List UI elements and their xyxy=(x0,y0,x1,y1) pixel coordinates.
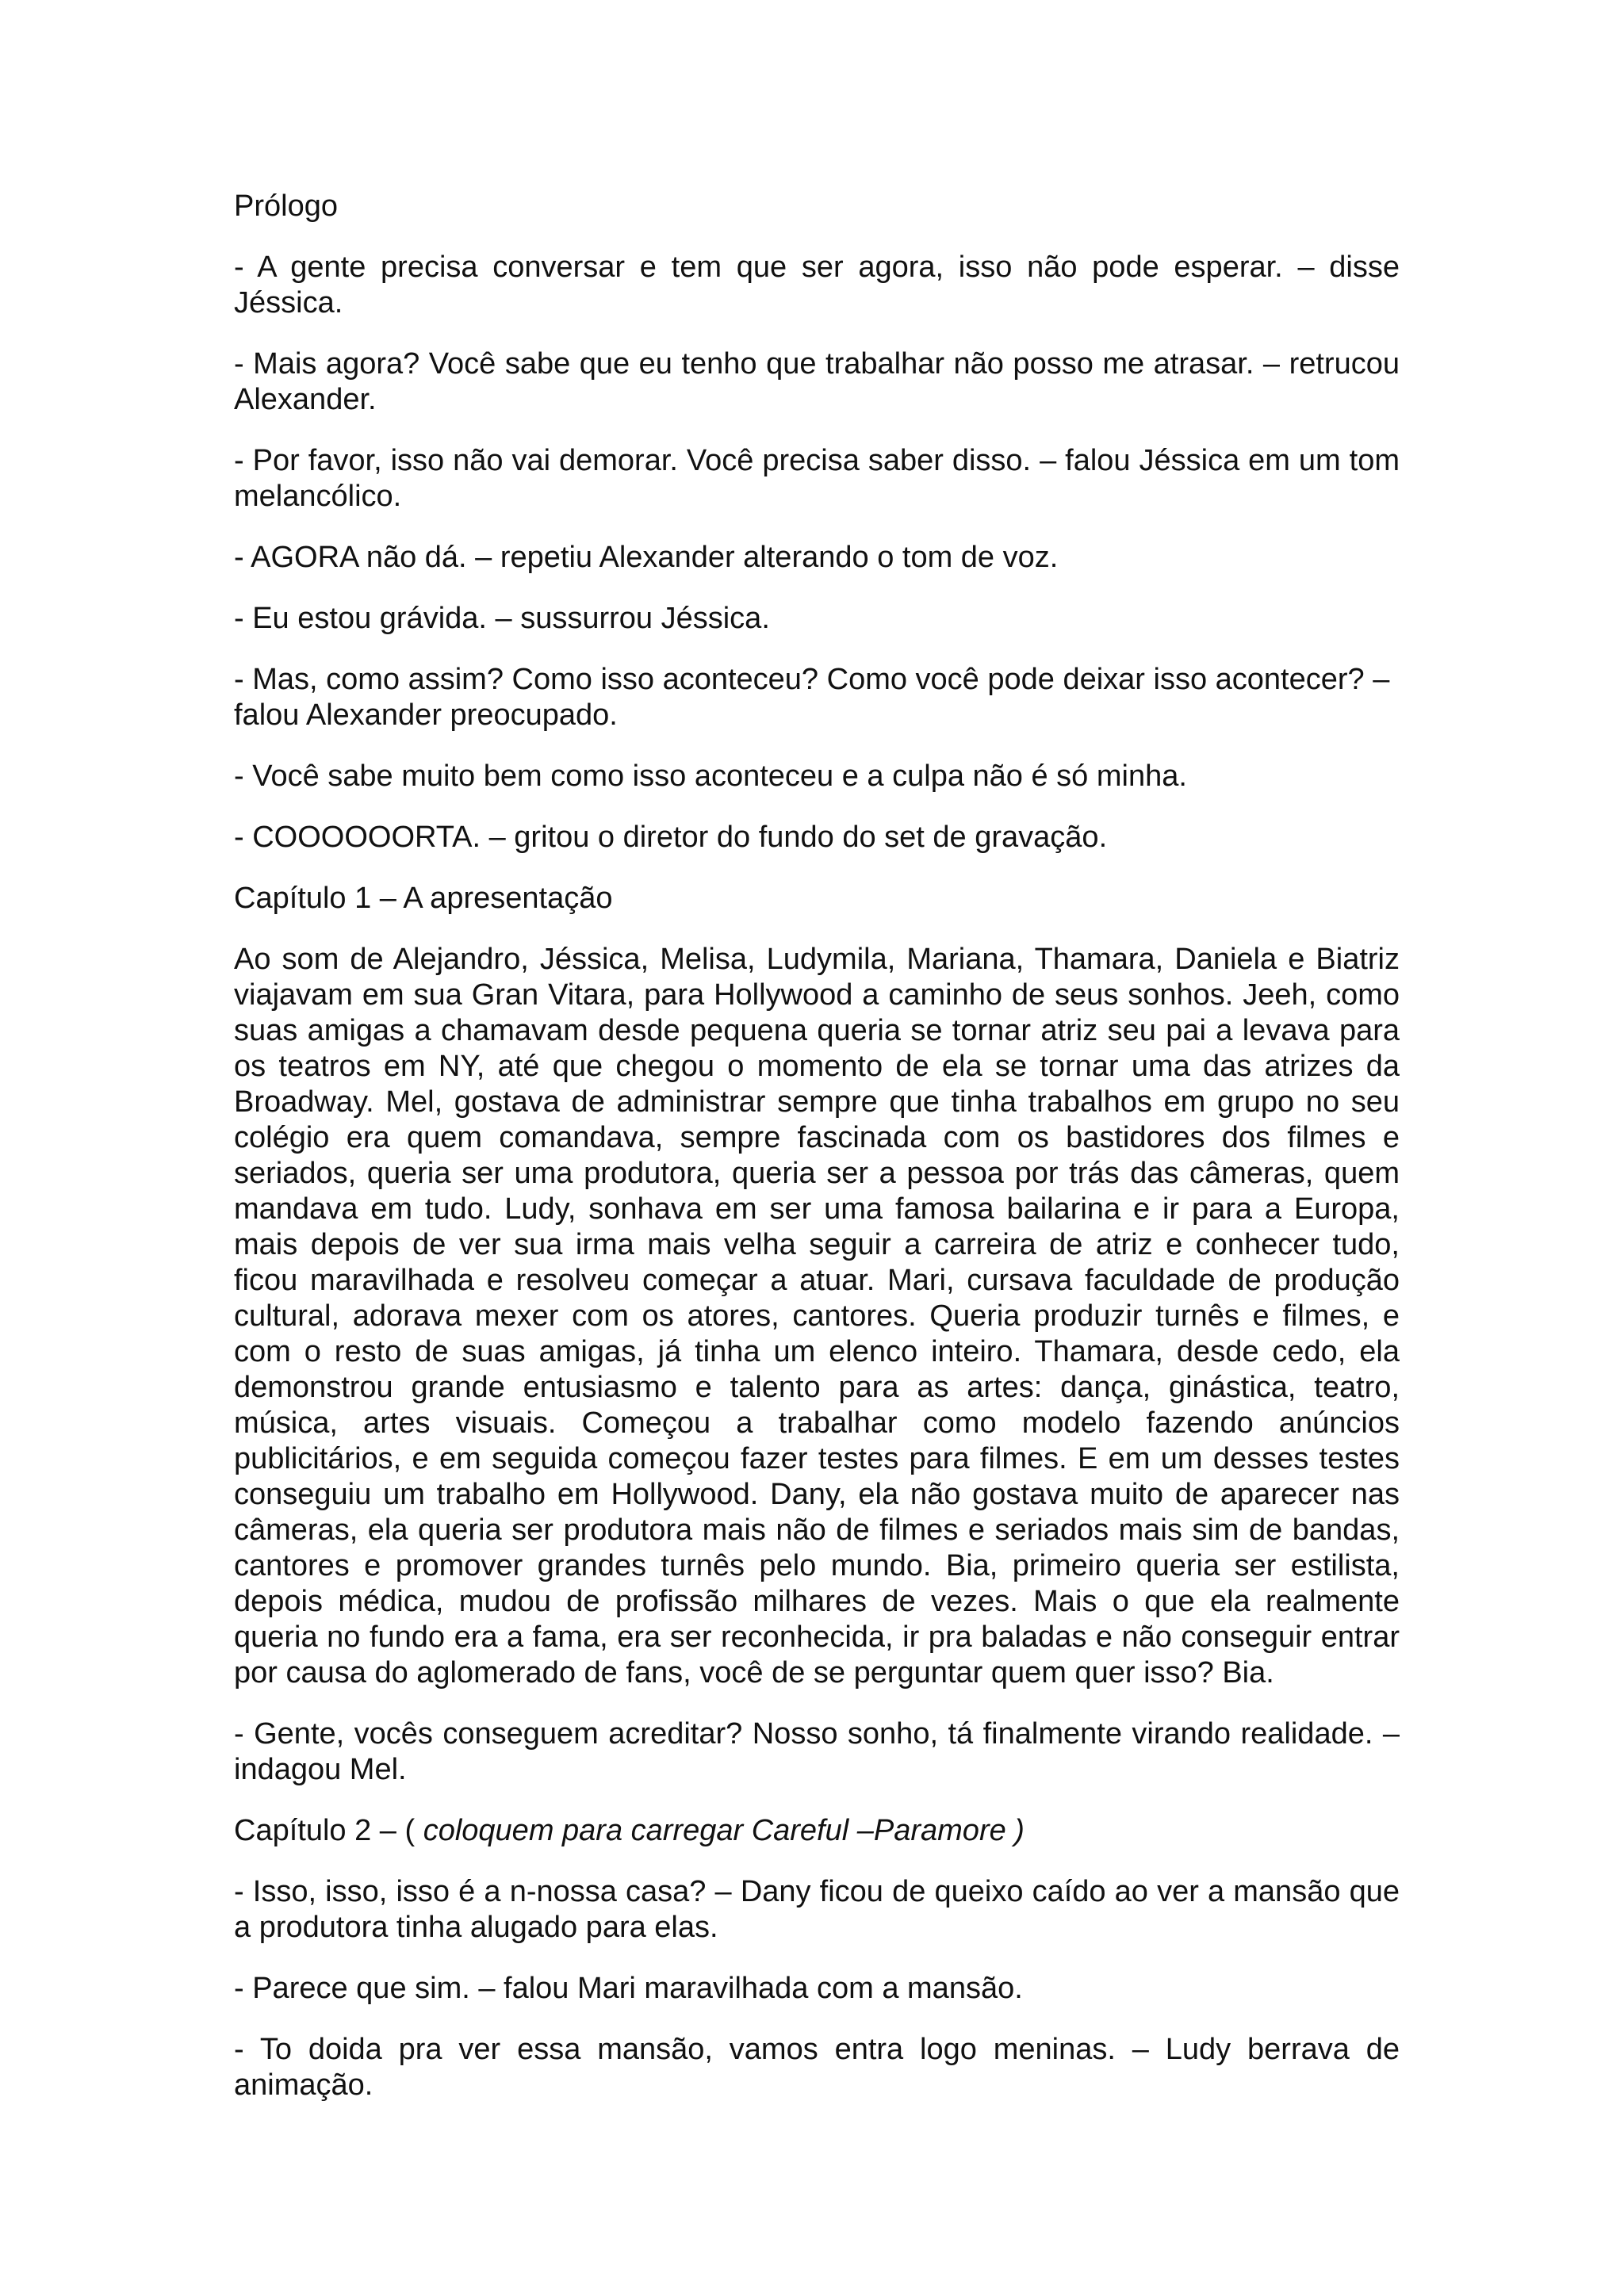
chapter1-heading: Capítulo 1 – A apresentação xyxy=(234,882,613,915)
prologue-paragraph: - Mais agora? Você sabe que eu tenho que trabalhar não posso me atrasar. – retrucou Alexander. xyxy=(234,347,1400,416)
prologue-paragraph: - Você sabe muito bem como isso aconteceu e a culpa não é só minha. xyxy=(234,760,1187,793)
chapter2-paragraph: - To doida pra ver essa mansão, vamos entra logo meninas. – Ludy berrava de animação. xyxy=(234,2033,1400,2102)
chapter1-paragraph: - Gente, vocês conseguem acreditar? Nosso sonho, tá finalmente virando realidade. – indagou Mel. xyxy=(234,1717,1400,1786)
chapter1-paragraph: Ao som de Alejandro, Jéssica, Melisa, Ludymila, Mariana, Thamara, Daniela e Biatriz viajavam em sua Gran Vitara, para Hollywood a caminho de seus sonhos. Jeeh, como suas amigas a chamavam desde pequena queria se tornar atriz seu pai a levava para os teatros em NY, até que chegou o momento de ela se tornar uma das atrizes da Broadway. Mel, gostava de administrar sempre que tinha trabalhos em grupo no seu colégio era quem comandava, sempre fascinada com os bastidores dos filmes e seriados, queria ser uma produtora, queria ser a pessoa por trás das câmeras, quem mandava em tudo. Ludy, sonhava em ser uma famosa bailarina e ir para a Europa, mais depois de ver sua irma mais velha seguir a carreira de atriz e conhecer tudo, ficou maravilhada e resolveu começar a atuar. Mari, cursava faculdade de produção cultural, adorava mexer com os atores, cantores. Queria produzir turnês e filmes, e com o resto de suas amigas, já tinha um elenco inteiro. Thamara, desde cedo, ela demonstrou grande entusiasmo e talento para as artes: dança, ginástica, teatro, música, artes visuais. Começou a trabalhar como modelo fazendo anúncios publicitários, e em seguida começou fazer testes para filmes. E em um desses testes conseguiu um trabalho em Hollywood. Dany, ela não gostava muito de aparecer nas câmeras, ela queria ser produtora mais não de filmes e seriados mais sim de bandas, cantores e promover grandes turnês pelo mundo. Bia, primeiro queria ser estilista, depois médica, mudou de profissão milhares de vezes. Mais o que ela realmente queria no fundo era a fama, era ser reconhecida, ir pra baladas e não conseguir entrar por causa do aglomerado de fans, você de se perguntar quem quer isso? Bia. xyxy=(234,943,1400,1689)
chapter2-paragraph: - Parece que sim. – falou Mari maravilhada com a mansão. xyxy=(234,1972,1023,2005)
chapter2-heading xyxy=(234,1813,1400,1849)
chapter2-heading-suffix: ) xyxy=(1014,1814,1025,1847)
prologue-paragraph: - AGORA não dá. – repetiu Alexander alterando o tom de voz. xyxy=(234,541,1059,574)
document-page xyxy=(234,189,1400,2129)
chapter2-heading-prefix: Capítulo 2 – ( xyxy=(234,1814,416,1847)
prologue-paragraph: - Por favor, isso não vai demorar. Você precisa saber disso. – falou Jéssica em um tom melancólico. xyxy=(234,444,1400,513)
chapter2-paragraph: - Isso, isso, isso é a n-nossa casa? – Dany ficou de queixo caído ao ver a mansão que a produtora tinha alugado para elas. xyxy=(234,1875,1400,1944)
prologue-paragraph: - Mas, como assim? Como isso aconteceu? Como você pode deixar isso acontecer? – falou Alexander preocupado. xyxy=(234,663,1390,732)
prologue-paragraph: - A gente precisa conversar e tem que ser agora, isso não pode esperar. – disse Jéssica. xyxy=(234,251,1400,320)
prologue-heading: Prólogo xyxy=(234,189,338,223)
prologue-paragraph: - Eu estou grávida. – sussurrou Jéssica. xyxy=(234,602,770,635)
prologue-paragraph: - COOOOOORTA. – gritou o diretor do fundo do set de gravação. xyxy=(234,821,1108,854)
chapter2-heading-song: coloquem para carregar Careful –Paramore xyxy=(423,1814,1006,1847)
